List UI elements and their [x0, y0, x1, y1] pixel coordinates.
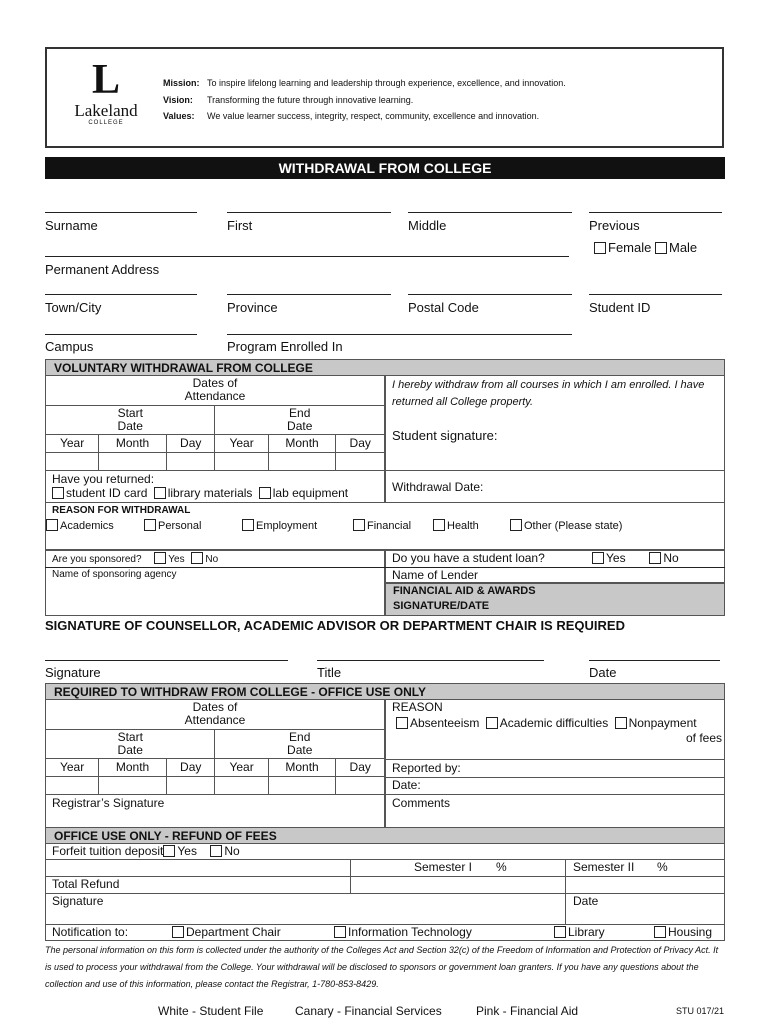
- forfeit-no-label: No: [224, 844, 240, 858]
- dept-chair-checkbox[interactable]: [172, 926, 184, 938]
- reason-employment[interactable]: [242, 519, 317, 532]
- attendance-label: Attendance: [184, 389, 246, 403]
- sponsored-yes-label: Yes: [168, 554, 185, 565]
- reason-personal[interactable]: [144, 519, 201, 532]
- student-id-line[interactable]: [589, 294, 722, 295]
- end-day-cell[interactable]: [336, 453, 385, 471]
- logo-name: Lakeland: [74, 101, 138, 120]
- first-line[interactable]: [227, 212, 391, 213]
- logo-letter: L: [91, 57, 120, 103]
- forfeit-row: [52, 844, 240, 858]
- logo-sub: COLLEGE: [88, 120, 124, 126]
- year-header: Year: [46, 759, 99, 777]
- values-text: We value learner success, integrity, respect, community, excellence and innovation.: [207, 111, 540, 121]
- health-label: Health: [447, 520, 479, 532]
- nonpayment-checkbox[interactable]: [615, 717, 627, 729]
- loan-no-label: No: [663, 551, 679, 565]
- start-day-cell[interactable]: [166, 777, 215, 795]
- student-signature-label[interactable]: Student signature:: [392, 428, 498, 443]
- address-label: Permanent Address: [45, 262, 160, 277]
- postal-line[interactable]: [408, 294, 572, 295]
- address-line[interactable]: [45, 256, 569, 257]
- housing-checkbox[interactable]: [654, 926, 666, 938]
- student-id-label: Student ID: [589, 300, 651, 315]
- loan-options: [592, 551, 679, 565]
- notification-row: [52, 925, 712, 939]
- loan-yes-label: Yes: [606, 551, 626, 565]
- loan-no-checkbox[interactable]: [649, 552, 661, 564]
- sponsored-yes-checkbox[interactable]: [154, 552, 166, 564]
- reason-financial[interactable]: [353, 519, 411, 532]
- loan-label: Do you have a student loan?: [392, 551, 545, 565]
- fin-aid-label2: SIGNATURE/DATE: [393, 600, 490, 612]
- start-month-cell[interactable]: [99, 777, 167, 795]
- forfeit-yes-checkbox[interactable]: [163, 845, 175, 857]
- female-checkbox[interactable]: [594, 242, 606, 254]
- it-checkbox[interactable]: [334, 926, 346, 938]
- day-header: Day: [336, 435, 385, 453]
- gender-options: [594, 240, 697, 255]
- semester1-label: Semester I: [414, 860, 473, 874]
- start-day-cell[interactable]: [166, 453, 215, 471]
- nonpayment-label: Nonpayment: [628, 716, 697, 730]
- month-header: Month: [99, 435, 167, 453]
- end-label: End: [289, 730, 311, 744]
- total-box: [45, 876, 725, 894]
- attendance-label: Attendance: [184, 713, 246, 727]
- end-day-cell[interactable]: [336, 777, 385, 795]
- middle-line[interactable]: [408, 212, 572, 213]
- vision-label: Vision:: [163, 94, 193, 105]
- refund-signature-box: [45, 893, 566, 925]
- vision-text: Transforming the future through innovative learning.: [207, 94, 414, 105]
- end-year-cell[interactable]: [215, 453, 268, 471]
- start-year-cell[interactable]: [46, 453, 99, 471]
- year-header: Year: [215, 759, 268, 777]
- campus-label: Campus: [45, 339, 94, 354]
- start-date-label: Date: [117, 743, 143, 757]
- refund-signature-label[interactable]: Signature: [52, 894, 104, 908]
- year-header: Year: [46, 435, 99, 453]
- mission-block: [163, 75, 566, 125]
- month-header: Month: [268, 759, 336, 777]
- reported-by-label[interactable]: Reported by:: [392, 761, 461, 775]
- dates-of-label: Dates of: [192, 700, 238, 714]
- counsellor-date-line[interactable]: [589, 660, 720, 661]
- sponsored-no-label: No: [205, 554, 219, 565]
- student-id-card-label: student ID card: [66, 486, 148, 500]
- it-label: Information Technology: [348, 925, 472, 939]
- semester2-label: Semester II: [573, 860, 635, 874]
- reason-other[interactable]: [510, 519, 622, 532]
- day-header: Day: [336, 759, 385, 777]
- form-code: STU 017/21: [676, 1006, 725, 1016]
- sponsor-divider: [45, 567, 385, 568]
- footer-pink: Pink - Financial Aid: [476, 1004, 579, 1018]
- office-reason-label: REASON: [392, 700, 443, 714]
- end-month-cell[interactable]: [268, 453, 336, 471]
- day-header: Day: [166, 759, 215, 777]
- personal-checkbox[interactable]: [144, 519, 156, 531]
- surname-label: Surname: [45, 218, 98, 233]
- personal-label: Personal: [158, 520, 202, 532]
- program-label: Program Enrolled In: [227, 339, 343, 354]
- library-checkbox[interactable]: [154, 487, 166, 499]
- end-date-label: Date: [287, 743, 313, 757]
- refund-date-label[interactable]: Date: [573, 894, 599, 908]
- required-dates-table: [45, 699, 385, 795]
- fin-aid-label: FINANCIAL AID & AWARDS: [393, 585, 536, 597]
- end-date-label: Date: [287, 419, 313, 433]
- forfeit-label: Forfeit tuition deposit: [52, 844, 164, 858]
- registrar-label[interactable]: Registrar’s Signature: [52, 796, 165, 810]
- start-label: Start: [117, 730, 143, 744]
- library-label: library materials: [167, 486, 253, 500]
- reason-header: REASON FOR WITHDRAWAL: [52, 505, 191, 516]
- reason-health[interactable]: [433, 519, 479, 532]
- counsellor-title-line[interactable]: [317, 660, 544, 661]
- lender-label: Name of Lender: [392, 568, 479, 582]
- academic-difficulties-checkbox[interactable]: [486, 717, 498, 729]
- of-fees-label: of fees: [686, 731, 723, 745]
- start-date-label: Date: [117, 419, 143, 433]
- sponsored-no-checkbox[interactable]: [191, 552, 203, 564]
- campus-line[interactable]: [45, 334, 197, 335]
- counsellor-signature-label: Signature: [45, 665, 101, 680]
- financial-label: Financial: [367, 520, 412, 532]
- footer-white: White - Student File: [158, 1004, 264, 1018]
- absenteeism-checkbox[interactable]: [396, 717, 408, 729]
- college-logo: [62, 58, 150, 138]
- end-year-cell[interactable]: [215, 777, 268, 795]
- voluntary-dates-table: [45, 375, 385, 471]
- office-date-label[interactable]: Date:: [392, 778, 421, 792]
- end-month-cell[interactable]: [268, 777, 336, 795]
- returned-options: [52, 486, 348, 500]
- notification-label: Notification to:: [52, 925, 129, 939]
- year-header: Year: [215, 435, 268, 453]
- female-label: Female: [608, 240, 652, 255]
- student-id-card-checkbox[interactable]: [52, 487, 64, 499]
- office-reason-options: [396, 716, 697, 730]
- first-label: First: [227, 218, 253, 233]
- footer-canary: Canary - Financial Services: [295, 1004, 442, 1018]
- counsellor-signature-line[interactable]: [45, 660, 288, 661]
- day-header: Day: [166, 435, 215, 453]
- mission-label: Mission:: [163, 78, 200, 88]
- semester2-pct: %: [657, 860, 668, 874]
- month-header: Month: [99, 759, 167, 777]
- start-label: Start: [117, 406, 143, 420]
- middle-label: Middle: [408, 218, 447, 233]
- province-label: Province: [227, 300, 278, 315]
- statement-text: I hereby withdraw from all courses in which I am enrolled. I have returned all College property.: [392, 379, 705, 408]
- sponsor-name-label: Name of sponsoring agency: [52, 569, 177, 580]
- total-refund-label: Total Refund: [52, 877, 120, 891]
- reason-academics[interactable]: [46, 519, 114, 532]
- voluntary-header: VOLUNTARY WITHDRAWAL FROM COLLEGE: [45, 359, 725, 376]
- lab-label: lab equipment: [272, 486, 349, 500]
- fin-aid-box: [385, 583, 725, 616]
- employment-label: Employment: [256, 520, 318, 532]
- male-checkbox[interactable]: [655, 242, 667, 254]
- town-label: Town/City: [45, 300, 102, 315]
- town-line[interactable]: [45, 294, 197, 295]
- forfeit-no-checkbox[interactable]: [210, 845, 222, 857]
- loan-yes-checkbox[interactable]: [592, 552, 604, 564]
- lab-checkbox[interactable]: [259, 487, 271, 499]
- sponsored-row: [52, 552, 218, 565]
- other-checkbox[interactable]: [510, 519, 522, 531]
- program-line[interactable]: [227, 334, 572, 335]
- absenteeism-label: Absenteeism: [410, 716, 480, 730]
- required-header: REQUIRED TO WITHDRAW FROM COLLEGE - OFFICE USE ONLY: [45, 683, 725, 700]
- male-label: Male: [668, 240, 698, 255]
- withdrawal-date-label[interactable]: Withdrawal Date:: [392, 480, 484, 494]
- sponsored-label: Are you sponsored?: [52, 554, 142, 565]
- previous-line[interactable]: [589, 212, 722, 213]
- province-line[interactable]: [227, 294, 391, 295]
- counsellor-title-label: Title: [317, 665, 342, 680]
- employment-checkbox[interactable]: [242, 519, 254, 531]
- academic-difficulties-label: Academic difficulties: [499, 716, 609, 730]
- academics-label: Academics: [60, 520, 114, 532]
- health-checkbox[interactable]: [433, 519, 445, 531]
- office-date-box: [385, 777, 725, 795]
- counsellor-date-label: Date: [589, 665, 617, 680]
- postal-label: Postal Code: [408, 300, 479, 315]
- library-notify-checkbox[interactable]: [554, 926, 566, 938]
- month-header: Month: [268, 435, 336, 453]
- academics-checkbox[interactable]: [46, 519, 58, 531]
- semester1-pct: %: [496, 860, 507, 874]
- privacy-notice: The personal information on this form is collected under the authority of the Colleges Act and Section 32(c) of the Freedom of Information and Protection of Privacy Act. It is used to process your withdrawal from the College. Your withdrawal will be disclosed to sponsors or government loan granters. If you have any questions about the collection and use of this information, please contact the Registrar, 1-780-853-8429.: [45, 945, 719, 989]
- financial-checkbox[interactable]: [353, 519, 365, 531]
- mission-text: To inspire lifelong learning and leadership through experience, excellence, and innovation.: [207, 78, 566, 88]
- counsellor-notice: SIGNATURE OF COUNSELLOR, ACADEMIC ADVISOR OR DEPARTMENT CHAIR IS REQUIRED: [45, 618, 625, 633]
- library-notify-label: Library: [568, 925, 605, 939]
- values-label: Values:: [163, 111, 195, 121]
- start-month-cell[interactable]: [99, 453, 167, 471]
- previous-label: Previous: [589, 218, 640, 233]
- housing-label: Housing: [668, 925, 713, 939]
- end-label: End: [289, 406, 311, 420]
- start-year-cell[interactable]: [46, 777, 99, 795]
- dates-of-label: Dates of: [192, 376, 238, 390]
- surname-line[interactable]: [45, 212, 197, 213]
- form-title: WITHDRAWAL FROM COLLEGE: [45, 157, 725, 179]
- forfeit-yes-label: Yes: [177, 844, 197, 858]
- other-label: Other (Please state): [524, 520, 623, 532]
- dept-chair-label: Department Chair: [186, 925, 281, 939]
- comments-label[interactable]: Comments: [392, 796, 451, 810]
- returned-label: Have you returned:: [52, 472, 155, 486]
- refund-header: OFFICE USE ONLY - REFUND OF FEES: [45, 827, 725, 844]
